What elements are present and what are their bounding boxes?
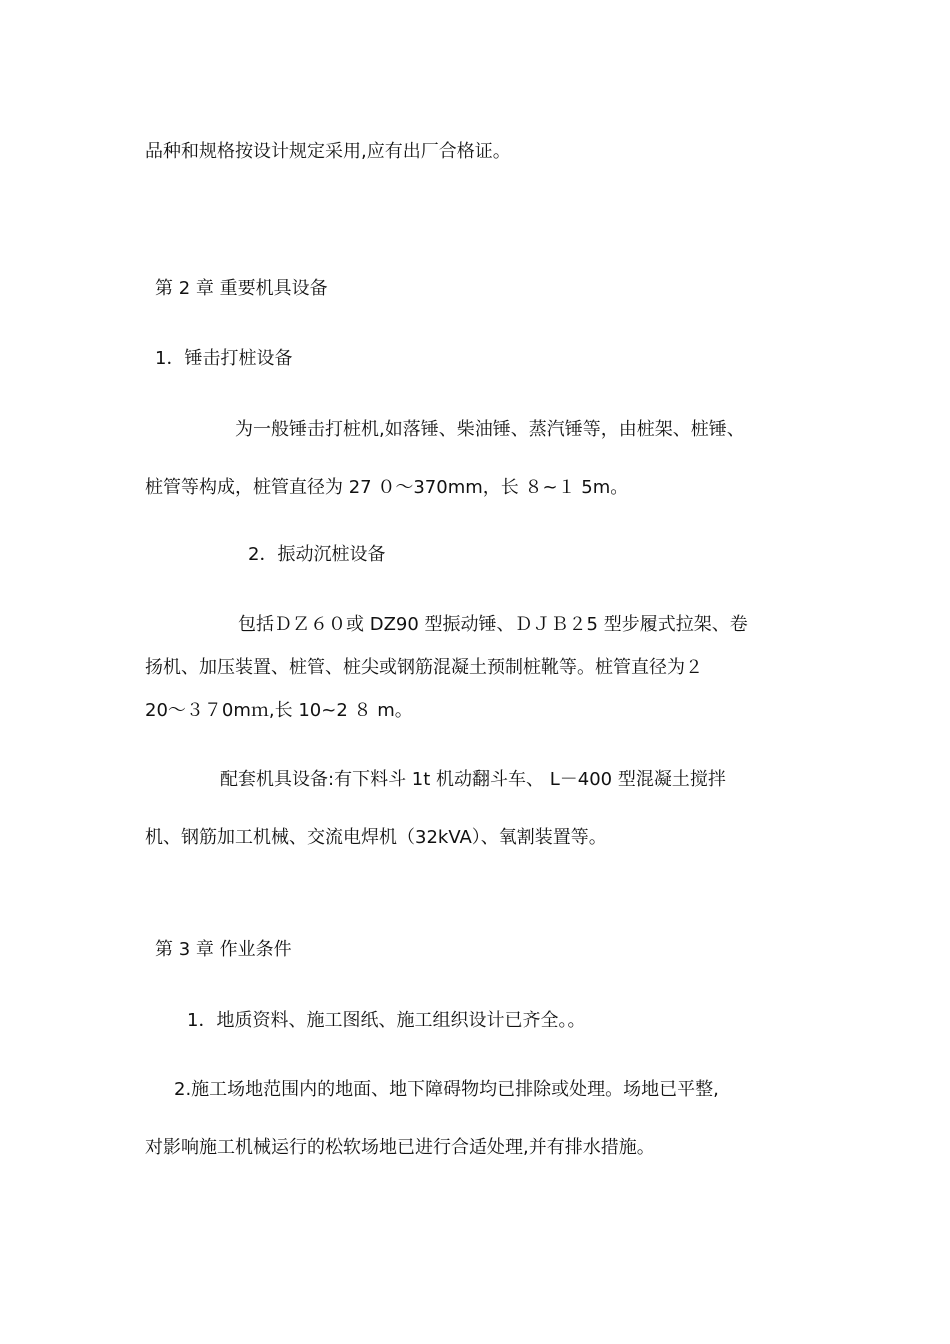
section-hammer-piling-heading: 1．锤击打桩设备 — [155, 348, 293, 369]
condition-item-2-line-1: 2.施工场地范围内的地面、地下障碍物均已排除或处理。场地已平整, — [174, 1079, 719, 1100]
paragraph-hammer-piling-line-2: 桩管等构成，桩管直径为 27 ０～370mm，长 ８~１ 5m。 — [145, 477, 629, 498]
paragraph-equipment-line-2: 机、钢筋加工机械、交流电焊机（32kVA）、氧割装置等。 — [145, 827, 607, 848]
paragraph-equipment-line-1: 配套机具设备:有下料斗 1t 机动翻斗车、 L－400 型混凝土搅拌 — [220, 769, 726, 790]
paragraph-material-spec: 品种和规格按设计规定采用,应有出厂合格证。 — [145, 141, 511, 162]
condition-item-2-line-2: 对影响施工机械运行的松软场地已进行合适处理,并有排水措施。 — [145, 1137, 655, 1158]
paragraph-vibration-line-3: 20～３７0mｍ,长 10~2 ８ m。 — [145, 700, 413, 721]
paragraph-vibration-line-1: 包括ＤＺ６０或 DZ90 型振动锤、ＤＪＢ２5 型步履式拉架、卷 — [238, 614, 748, 635]
paragraph-vibration-line-2: 扬机、加压装置、桩管、桩尖或钢筋混凝土预制桩靴等。桩管直径为２ — [145, 657, 703, 678]
chapter-3-heading: 第 3 章 作业条件 — [155, 939, 292, 960]
chapter-2-heading: 第 2 章 重要机具设备 — [155, 278, 328, 299]
section-vibration-piling-heading: 2．振动沉桩设备 — [248, 544, 386, 565]
condition-item-1: 1．地质资料、施工图纸、施工组织设计已齐全。。 — [187, 1010, 586, 1031]
paragraph-hammer-piling-line-1: 为一般锤击打桩机,如落锤、柴油锤、蒸汽锤等，由桩架、桩锤、 — [235, 419, 745, 440]
